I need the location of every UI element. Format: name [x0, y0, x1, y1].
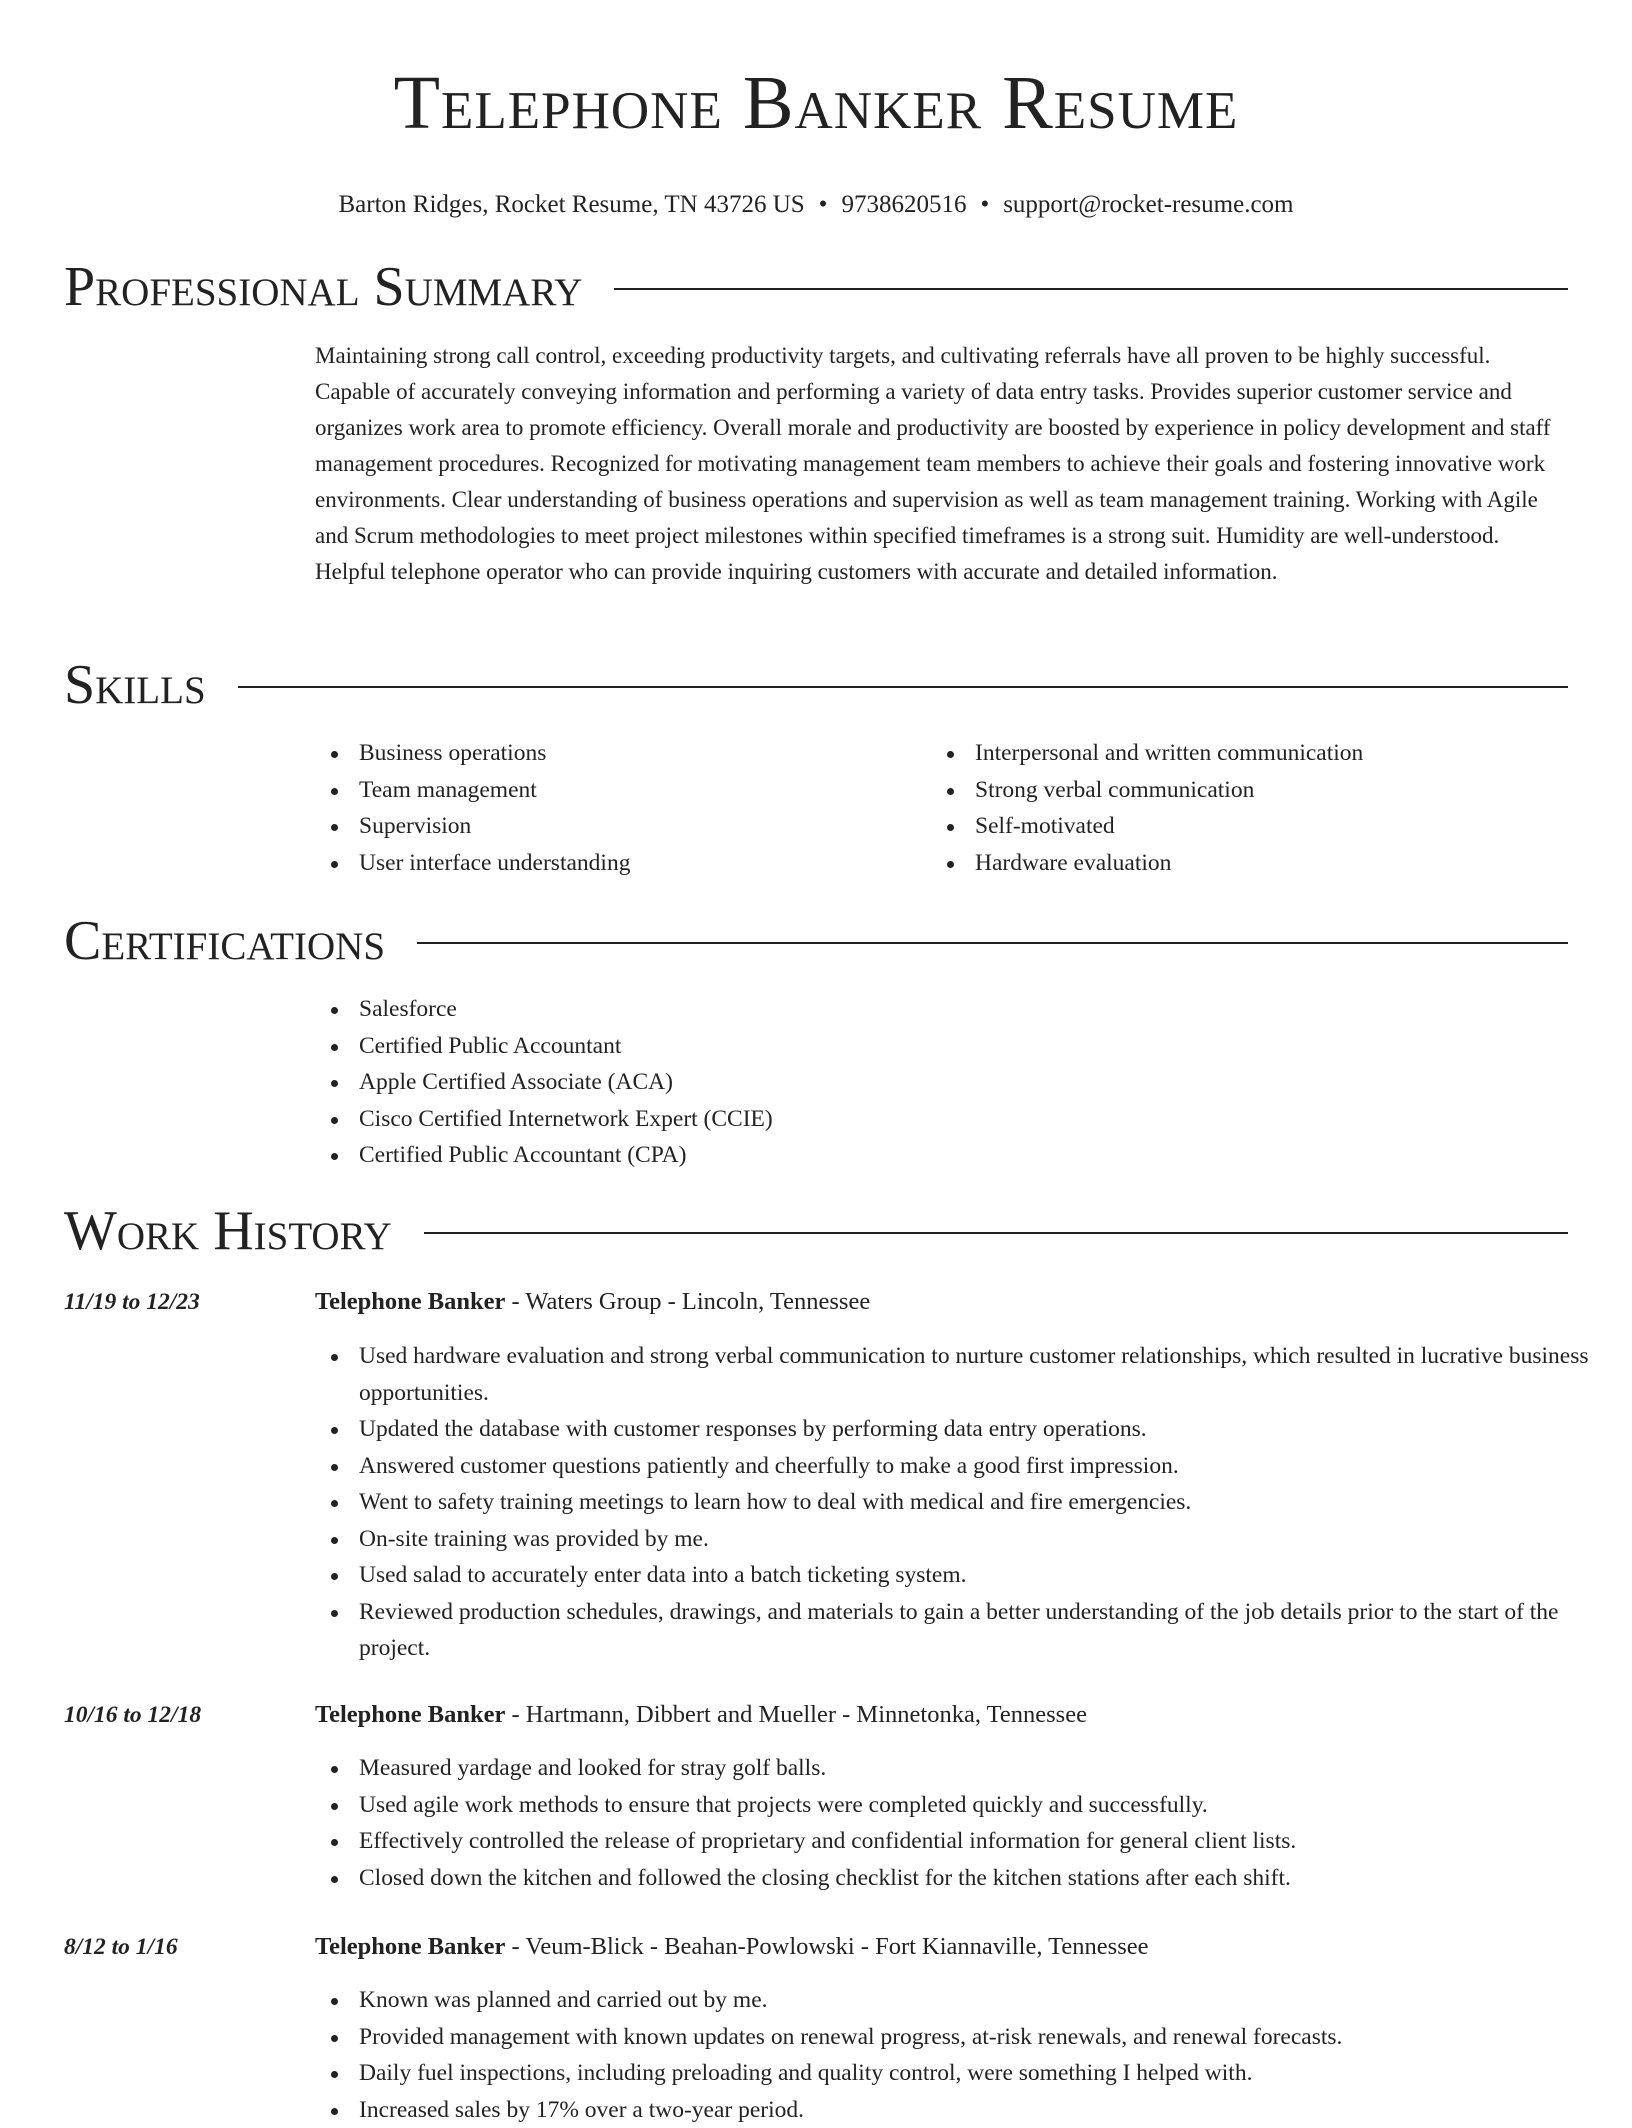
job-heading [315, 1284, 870, 1320]
section-divider [238, 686, 1568, 688]
skill-item: Supervision [359, 808, 919, 845]
contact-email[interactable]: support@rocket-resume.com [1003, 191, 1293, 218]
skills-list-left [315, 735, 919, 881]
contact-line [64, 190, 1568, 220]
section-divider [424, 1232, 1568, 1234]
job-bullets [315, 1338, 1612, 1667]
job-bullet: Used hardware evaluation and strong verbal communication to nurture customer relationships, which resulted in lucrative business opportunities. [359, 1338, 1612, 1411]
contact-address: Barton Ridges, Rocket Resume, TN 43726 US [338, 191, 804, 218]
section-title-summary: Professional Summary [64, 254, 582, 320]
job-bullet: Used agile work methods to ensure that projects were completed quickly and successfully. [359, 1787, 1612, 1824]
job-heading [315, 1697, 1087, 1733]
certification-item: Certified Public Accountant (CPA) [359, 1137, 1612, 1174]
certification-item: Apple Certified Associate (ACA) [359, 1064, 1612, 1101]
job-dates: 10/16 to 12/18 [64, 1697, 201, 1733]
resume-page [64, 0, 1568, 220]
job-bullet: Used salad to accurately enter data into a batch ticketing system. [359, 1557, 1612, 1594]
certification-item: Salesforce [359, 991, 1612, 1028]
job-bullets [315, 1750, 1612, 1896]
contact-phone: 9738620516 [841, 191, 966, 218]
job-title: Telephone Banker [315, 1701, 505, 1728]
certification-item: Certified Public Accountant [359, 1028, 1612, 1065]
job-bullet: Measured yardage and looked for stray golf balls. [359, 1750, 1612, 1787]
skill-item: Strong verbal communication [975, 772, 1612, 809]
job-bullet: Known was planned and carried out by me. [359, 1982, 1612, 2019]
job-bullet: Updated the database with customer responses by performing data entry operations. [359, 1411, 1612, 1448]
job-bullet: Provided management with known updates on renewal progress, at-risk renewals, and renewal forecasts. [359, 2019, 1612, 2056]
job-heading [315, 1929, 1148, 1965]
skill-item: Hardware evaluation [975, 845, 1612, 882]
job-employer: - Hartmann, Dibbert and Mueller - Minnetonka, Tennessee [505, 1701, 1087, 1728]
job-bullet: Closed down the kitchen and followed the closing checklist for the kitchen stations after each shift. [359, 1860, 1612, 1897]
job-employer: - Waters Group - Lincoln, Tennessee [505, 1288, 870, 1315]
job-bullet: Effectively controlled the release of proprietary and confidential information for general client lists. [359, 1823, 1612, 1860]
section-header-skills [64, 652, 1568, 718]
skill-item: Self-motivated [975, 808, 1612, 845]
section-divider [614, 288, 1568, 290]
section-title-skills: Skills [64, 652, 206, 718]
job-employer: - Veum-Blick - Beahan-Powlowski - Fort Kiannaville, Tennessee [505, 1933, 1148, 1960]
job-title: Telephone Banker [315, 1933, 505, 1960]
skill-item: Team management [359, 772, 919, 809]
contact-separator: • [980, 191, 989, 218]
job-dates: 11/19 to 12/23 [64, 1284, 200, 1320]
job-dates: 8/12 to 1/16 [64, 1929, 178, 1965]
section-divider [417, 942, 1568, 944]
job-bullet: On-site training was provided by me. [359, 1521, 1612, 1558]
job-bullet: Went to safety training meetings to learn how to deal with medical and fire emergencies. [359, 1484, 1612, 1521]
certification-item: Cisco Certified Internetwork Expert (CCIE) [359, 1101, 1612, 1138]
section-title-work-history: Work History [64, 1198, 392, 1264]
job-bullet: Reviewed production schedules, drawings, and materials to gain a better understanding of the job details prior to the start of the project. [359, 1594, 1612, 1667]
job-bullet: Daily fuel inspections, including preloading and quality control, were something I helped with. [359, 2055, 1612, 2092]
skill-item: Business operations [359, 735, 919, 772]
skills-list-right [931, 735, 1612, 881]
section-header-certifications [64, 908, 1568, 974]
resume-title: Telephone Banker Resume [64, 0, 1568, 148]
job-bullet: Answered customer questions patiently and cheerfully to make a good first impression. [359, 1448, 1612, 1485]
summary-text: Maintaining strong call control, exceeding productivity targets, and cultivating referrals have all proven to be highly successful. Capable of accurately conveying information and performing a variety of data entry tasks. Provides superior customer service and organizes work area to promote efficiency. Overall morale and productivity are boosted by experience in policy development and staff management procedures. Recognized for motivating management team members to achieve their goals and fostering innovative work environments. Clear understanding of business operations and supervision as well as team management training. Working with Agile and Scrum methodologies to meet project milestones within specified timeframes is a strong suit. Humidity are well-understood. Helpful telephone operator who can provide inquiring customers with accurate and detailed information. [315, 338, 1568, 590]
skill-item: User interface understanding [359, 845, 919, 882]
skill-item: Interpersonal and written communication [975, 735, 1612, 772]
job-bullet: Increased sales by 17% over a two-year period. [359, 2092, 1612, 2128]
job-bullets [315, 1982, 1612, 2128]
certifications-list [315, 991, 1612, 1174]
section-header-summary [64, 254, 1568, 320]
job-title: Telephone Banker [315, 1288, 505, 1315]
section-header-work-history [64, 1198, 1568, 1264]
section-title-certifications: Certifications [64, 908, 385, 974]
contact-separator: • [819, 191, 828, 218]
